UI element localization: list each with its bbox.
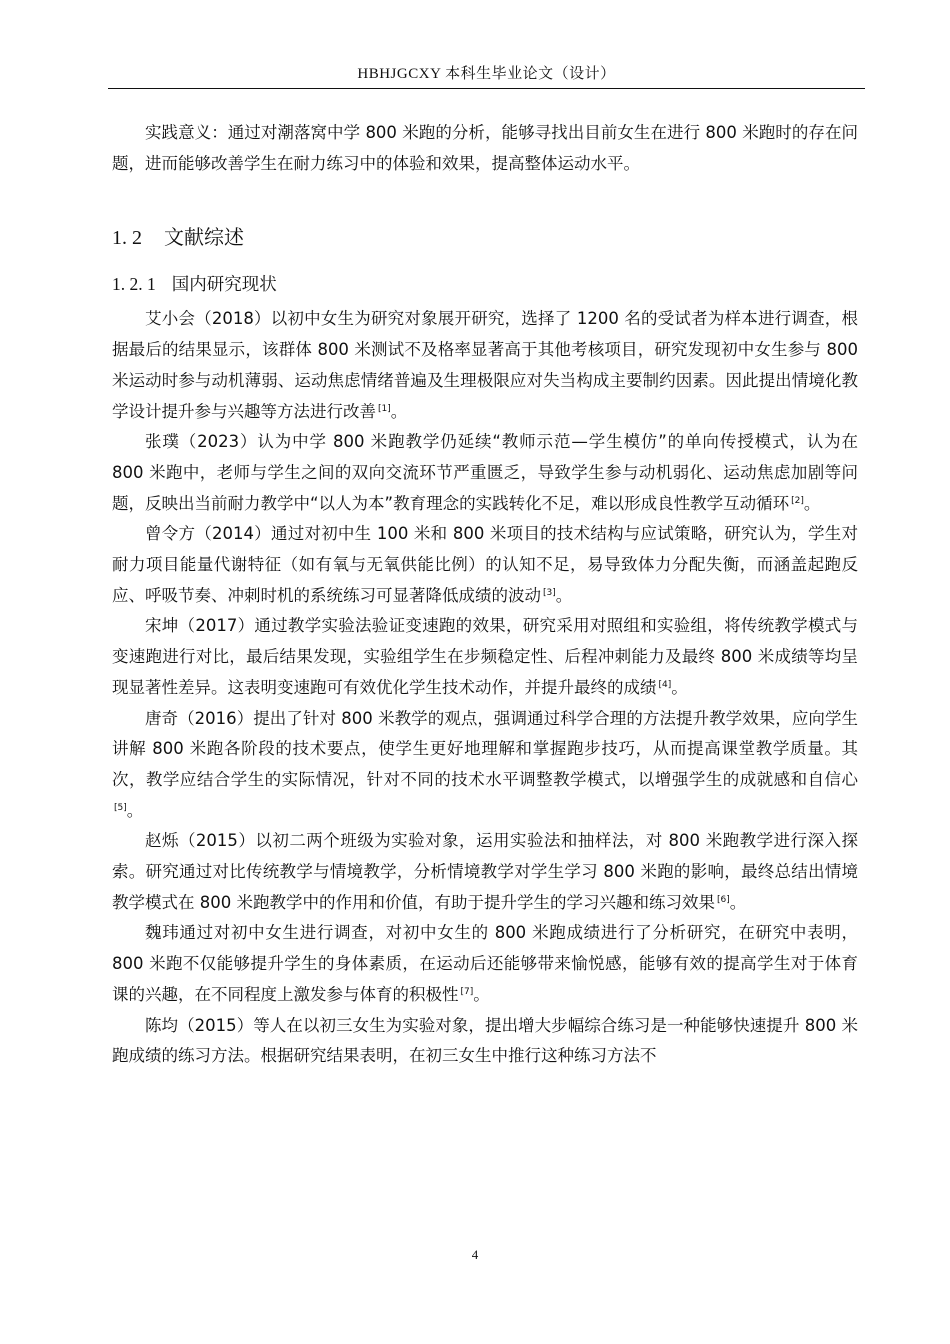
citation-ref: [4] xyxy=(658,679,672,690)
section-heading xyxy=(112,208,858,266)
running-header: HBHJGCXY 本科生毕业论文（设计） xyxy=(357,66,616,82)
citation-ref: [6] xyxy=(716,894,730,905)
citation-ref: [3] xyxy=(543,587,556,598)
header-rule xyxy=(108,88,865,89)
citation-ref: [2] xyxy=(791,495,804,506)
literature-paragraph-1: 艾小会（2018）以初中女生为研究对象展开研究，选择了 1200 名的受试者为样本进行调查，根据最后的结果显示，该群体 800 米测试不及格率显著高于其他考核项目，研究发现初中女生参与 800 米运动时参与动机薄弱、运动焦虑情绪普遍及生理极限应对失当构成主要制约因素。因此提出情境化教学设计提升参与兴趣等方法进行改善 [1]。 xyxy=(112,309,858,421)
literature-paragraph-2: 张璞（2023）认为中学 800 米跑教学仍延续“教师示范—学生模仿”的单向传授模式，认为在 800 米跑中，老师与学生之间的双向交流环节严重匮乏，导致学生参与动机弱化、运动焦虑加剧等问题，反映出当前耐力教学中“以人为本”教育理念的实践转化不足，难以形成良性教学互动循环 [2]。 xyxy=(112,432,858,513)
literature-paragraph-8: 陈均（2015）等人在以初三女生为实验对象，提出增大步幅综合练习是一种能够快速提升 800 米跑成绩的练习方法。根据研究结果表明，在初三女生中推行这种练习方法不 xyxy=(112,1015,858,1066)
literature-paragraph-5: 唐奇（2016）提出了针对 800 米教学的观点，强调通过科学合理的方法提升教学效果，应向学生讲解 800 米跑各阶段的技术要点，使学生更好地理解和掌握跑步技巧，从而提高课堂教学质量。其次，教学应结合学生的实际情况，针对不同的技术水平调整教学模式，以增强学生的成就感和自信心[5]。 xyxy=(112,708,858,820)
section-number: 1. 2 xyxy=(112,227,142,250)
body-text xyxy=(112,118,858,1072)
literature-paragraph-7: 魏玮通过对初中女生进行调查，对初中女生的 800 米跑成绩进行了分析研究，在研究中表明，800 米跑不仅能够提升学生的身体素质，在运动后还能够带来愉悦感，能够有效的提高学生对于体育课的兴趣，在不同程度上激发参与体育的积极性 [7]。 xyxy=(112,923,858,1004)
page-number: 4 xyxy=(471,1247,479,1262)
practice-significance-paragraph: 实践意义：通过对潮落窝中学 800 米跑的分析，能够寻找出目前女生在进行 800 米跑时的存在问题，进而能够改善学生在耐力练习中的体验和效果，提高整体运动水平。 xyxy=(112,123,858,173)
subsection-title: 国内研究现状 xyxy=(171,275,277,296)
subsection-number: 1. 2. 1 xyxy=(112,274,156,295)
subsection-heading xyxy=(112,266,858,304)
section-title: 文献综述 xyxy=(164,225,244,250)
literature-paragraph-4: 宋坤（2017）通过教学实验法验证变速跑的效果，研究采用对照组和实验组，将传统教学模式与变速跑进行对比，最后结果发现，实验组学生在步频稳定性、后程冲刺能力及最终 800 米成绩等均呈现显著性差异。这表明变速跑可有效优化学生技术动作，并提升最终的成绩 [4]。 xyxy=(112,616,858,697)
literature-paragraph-6: 赵烁（2015）以初二两个班级为实验对象，运用实验法和抽样法，对 800 米跑教学进行深入探索。研究通过对比传统教学与情境教学，分析情境教学对学生学习 800 米跑的影响，最终总结出情境教学模式在 800 米跑教学中的作用和价值，有助于提升学生的学习兴趣和练习效果 [6]。 xyxy=(112,831,858,912)
citation-ref: [5] xyxy=(114,802,127,813)
citation-ref: [7] xyxy=(460,986,474,997)
citation-ref: [1] xyxy=(378,403,391,414)
literature-paragraph-3: 曾令方（2014）通过对初中生 100 米和 800 米项目的技术结构与应试策略，研究认为，学生对耐力项目能量代谢特征（如有氧与无氧供能比例）的认知不足，易导致体力分配失衡，而涵盖起跑反应、呼吸节奏、冲刺时机的系统练习可显著降低成绩的波动 [3]。 xyxy=(112,524,858,605)
